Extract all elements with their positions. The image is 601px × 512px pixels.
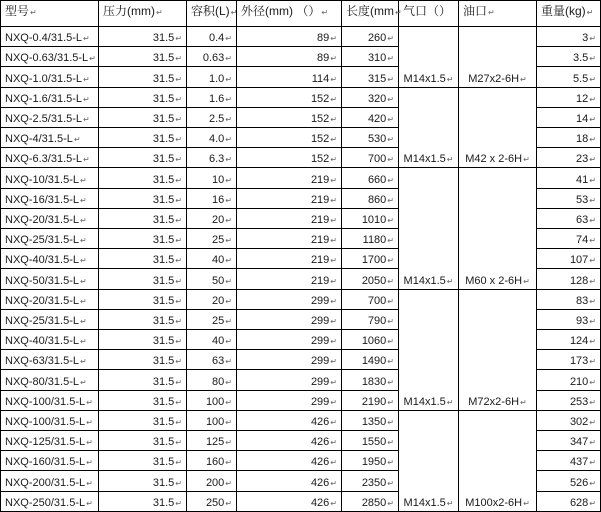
- pressure-cell: 31.5↵: [99, 410, 187, 430]
- pressure-cell: 31.5↵: [99, 67, 187, 87]
- diameter-cell: 299↵: [237, 370, 342, 390]
- diameter-cell: 426↵: [237, 410, 342, 430]
- diameter-cell: 219↵: [237, 168, 342, 188]
- table-body: [1, 27, 601, 512]
- pressure-cell: 31.5↵: [99, 27, 187, 47]
- weight-cell: 347↵: [537, 431, 601, 451]
- model-cell: NXQ-6.3/31.5-L↵: [1, 148, 99, 168]
- weight-cell: 253↵: [537, 390, 601, 410]
- weight-cell: 5.5↵: [537, 67, 601, 87]
- volume-cell: 100↵: [187, 410, 237, 430]
- weight-cell: 41↵: [537, 168, 601, 188]
- header-pressure: 压力(mm)↵: [99, 1, 187, 27]
- weight-cell: 74↵: [537, 229, 601, 249]
- weight-cell: 53↵: [537, 188, 601, 208]
- model-cell: NXQ-1.0/31.5-L↵: [1, 67, 99, 87]
- model-cell: NXQ-25/31.5-L↵: [1, 229, 99, 249]
- model-cell: NXQ-160/31.5-L↵: [1, 451, 99, 471]
- weight-cell: 93↵: [537, 309, 601, 329]
- volume-cell: 2.5↵: [187, 107, 237, 127]
- model-cell: NXQ-250/31.5-L↵: [1, 491, 99, 511]
- volume-cell: 125↵: [187, 431, 237, 451]
- length-cell: 420↵: [342, 107, 399, 127]
- length-cell: 700↵: [342, 148, 399, 168]
- volume-cell: 250↵: [187, 491, 237, 511]
- length-cell: 2850↵: [342, 491, 399, 511]
- pressure-cell: 31.5↵: [99, 168, 187, 188]
- diameter-cell: 299↵: [237, 350, 342, 370]
- length-cell: 1550↵: [342, 431, 399, 451]
- weight-cell: 628↵: [537, 491, 601, 511]
- header-oil-port: 油口↵: [459, 1, 537, 27]
- oil-port-cell: M72x2-6H↵: [459, 289, 537, 410]
- air-port-cell: M14x1.5↵: [399, 410, 459, 511]
- weight-cell: 107↵: [537, 249, 601, 269]
- pressure-cell: 31.5↵: [99, 491, 187, 511]
- pressure-cell: 31.5↵: [99, 451, 187, 471]
- pressure-cell: 31.5↵: [99, 107, 187, 127]
- pressure-cell: 31.5↵: [99, 289, 187, 309]
- volume-cell: 6.3↵: [187, 148, 237, 168]
- oil-port-cell: M27x2-6H↵: [459, 27, 537, 88]
- oil-port-cell: M60 x 2-6H↵: [459, 168, 537, 289]
- model-cell: NXQ-63/31.5-L↵: [1, 350, 99, 370]
- weight-cell: 83↵: [537, 289, 601, 309]
- volume-cell: 40↵: [187, 249, 237, 269]
- model-cell: NXQ-100/31.5-L↵: [1, 390, 99, 410]
- volume-cell: 25↵: [187, 309, 237, 329]
- weight-cell: 14↵: [537, 107, 601, 127]
- air-port-cell: M14x1.5↵: [399, 27, 459, 88]
- volume-cell: 10↵: [187, 168, 237, 188]
- length-cell: 2190↵: [342, 390, 399, 410]
- length-cell: 660↵: [342, 168, 399, 188]
- length-cell: 1010↵: [342, 208, 399, 228]
- air-port-cell: M14x1.5↵: [399, 168, 459, 289]
- weight-cell: 210↵: [537, 370, 601, 390]
- length-cell: 1060↵: [342, 330, 399, 350]
- model-cell: NXQ-200/31.5-L↵: [1, 471, 99, 491]
- pressure-cell: 31.5↵: [99, 431, 187, 451]
- length-cell: 860↵: [342, 188, 399, 208]
- diameter-cell: 426↵: [237, 491, 342, 511]
- pressure-cell: 31.5↵: [99, 370, 187, 390]
- model-cell: NXQ-0.63/31.5-L↵: [1, 47, 99, 67]
- volume-cell: 4.0↵: [187, 128, 237, 148]
- table-row: [1, 168, 601, 188]
- table-row: [1, 87, 601, 107]
- model-cell: NXQ-4/31.5-L↵: [1, 128, 99, 148]
- weight-cell: 526↵: [537, 471, 601, 491]
- air-port-cell: M14x1.5↵: [399, 87, 459, 168]
- volume-cell: 1.0↵: [187, 67, 237, 87]
- volume-cell: 50↵: [187, 269, 237, 289]
- length-cell: 2350↵: [342, 471, 399, 491]
- header-model: 型号↵: [1, 1, 99, 27]
- pressure-cell: 31.5↵: [99, 208, 187, 228]
- table-row: [1, 410, 601, 430]
- length-cell: 1700↵: [342, 249, 399, 269]
- volume-cell: 25↵: [187, 229, 237, 249]
- oil-port-cell: M42 x 2-6H↵: [459, 87, 537, 168]
- diameter-cell: 299↵: [237, 309, 342, 329]
- length-cell: 310↵: [342, 47, 399, 67]
- header-weight: 重量(kg)↵: [537, 1, 601, 27]
- weight-cell: 3↵: [537, 27, 601, 47]
- length-cell: 530↵: [342, 128, 399, 148]
- model-cell: NXQ-80/31.5-L↵: [1, 370, 99, 390]
- diameter-cell: 299↵: [237, 289, 342, 309]
- air-port-cell: M14x1.5↵: [399, 289, 459, 410]
- diameter-cell: 89↵: [237, 27, 342, 47]
- volume-cell: 20↵: [187, 208, 237, 228]
- weight-cell: 124↵: [537, 330, 601, 350]
- model-cell: NXQ-1.6/31.5-L↵: [1, 87, 99, 107]
- weight-cell: 3.5↵: [537, 47, 601, 67]
- diameter-cell: 299↵: [237, 390, 342, 410]
- diameter-cell: 152↵: [237, 87, 342, 107]
- pressure-cell: 31.5↵: [99, 309, 187, 329]
- header-diameter: 外径(mm) （）↵: [237, 1, 342, 27]
- diameter-cell: 89↵: [237, 47, 342, 67]
- weight-cell: 63↵: [537, 208, 601, 228]
- weight-cell: 173↵: [537, 350, 601, 370]
- length-cell: 700↵: [342, 289, 399, 309]
- model-cell: NXQ-10/31.5-L↵: [1, 168, 99, 188]
- volume-cell: 200↵: [187, 471, 237, 491]
- pressure-cell: 31.5↵: [99, 249, 187, 269]
- model-cell: NXQ-20/31.5-L↵: [1, 208, 99, 228]
- diameter-cell: 219↵: [237, 208, 342, 228]
- length-cell: 2050↵: [342, 269, 399, 289]
- diameter-cell: 219↵: [237, 269, 342, 289]
- pressure-cell: 31.5↵: [99, 390, 187, 410]
- model-cell: NXQ-25/31.5-L↵: [1, 309, 99, 329]
- volume-cell: 20↵: [187, 289, 237, 309]
- model-cell: NXQ-40/31.5-L↵: [1, 249, 99, 269]
- model-cell: NXQ-0.4/31.5-L↵: [1, 27, 99, 47]
- pressure-cell: 31.5↵: [99, 47, 187, 67]
- table-row: [1, 289, 601, 309]
- pressure-cell: 31.5↵: [99, 471, 187, 491]
- header-length: 长度(mm↵: [342, 1, 399, 27]
- volume-cell: 1.6↵: [187, 87, 237, 107]
- pressure-cell: 31.5↵: [99, 269, 187, 289]
- diameter-cell: 299↵: [237, 330, 342, 350]
- length-cell: 790↵: [342, 309, 399, 329]
- pressure-cell: 31.5↵: [99, 87, 187, 107]
- length-cell: 1490↵: [342, 350, 399, 370]
- weight-cell: 302↵: [537, 410, 601, 430]
- length-cell: 320↵: [342, 87, 399, 107]
- diameter-cell: 426↵: [237, 431, 342, 451]
- diameter-cell: 114↵: [237, 67, 342, 87]
- table-row: [1, 27, 601, 47]
- model-cell: NXQ-125/31.5-L↵: [1, 431, 99, 451]
- diameter-cell: 152↵: [237, 107, 342, 127]
- model-cell: NXQ-2.5/31.5-L↵: [1, 107, 99, 127]
- length-cell: 315↵: [342, 67, 399, 87]
- pressure-cell: 31.5↵: [99, 188, 187, 208]
- weight-cell: 23↵: [537, 148, 601, 168]
- diameter-cell: 219↵: [237, 249, 342, 269]
- volume-cell: 63↵: [187, 350, 237, 370]
- length-cell: 260↵: [342, 27, 399, 47]
- volume-cell: 80↵: [187, 370, 237, 390]
- model-cell: NXQ-20/31.5-L↵: [1, 289, 99, 309]
- volume-cell: 160↵: [187, 451, 237, 471]
- diameter-cell: 219↵: [237, 188, 342, 208]
- pressure-cell: 31.5↵: [99, 148, 187, 168]
- model-cell: NXQ-16/31.5-L↵: [1, 188, 99, 208]
- diameter-cell: 426↵: [237, 451, 342, 471]
- weight-cell: 12↵: [537, 87, 601, 107]
- diameter-cell: 426↵: [237, 471, 342, 491]
- weight-cell: 128↵: [537, 269, 601, 289]
- length-cell: 1350↵: [342, 410, 399, 430]
- model-cell: NXQ-40/31.5-L↵: [1, 330, 99, 350]
- volume-cell: 16↵: [187, 188, 237, 208]
- weight-cell: 18↵: [537, 128, 601, 148]
- header-air-port: 气口（）: [399, 1, 459, 27]
- length-cell: 1950↵: [342, 451, 399, 471]
- volume-cell: 40↵: [187, 330, 237, 350]
- volume-cell: 0.4↵: [187, 27, 237, 47]
- length-cell: 1830↵: [342, 370, 399, 390]
- oil-port-cell: M100x2-6H↵: [459, 410, 537, 511]
- diameter-cell: 152↵: [237, 128, 342, 148]
- pressure-cell: 31.5↵: [99, 229, 187, 249]
- diameter-cell: 219↵: [237, 229, 342, 249]
- header-row: [1, 1, 601, 27]
- model-cell: NXQ-100/31.5-L↵: [1, 410, 99, 430]
- header-volume: 容积(L)↵: [187, 1, 237, 27]
- weight-cell: 437↵: [537, 451, 601, 471]
- diameter-cell: 152↵: [237, 148, 342, 168]
- volume-cell: 100↵: [187, 390, 237, 410]
- pressure-cell: 31.5↵: [99, 128, 187, 148]
- pressure-cell: 31.5↵: [99, 330, 187, 350]
- volume-cell: 0.63↵: [187, 47, 237, 67]
- pressure-cell: 31.5↵: [99, 350, 187, 370]
- model-cell: NXQ-50/31.5-L↵: [1, 269, 99, 289]
- length-cell: 1180↵: [342, 229, 399, 249]
